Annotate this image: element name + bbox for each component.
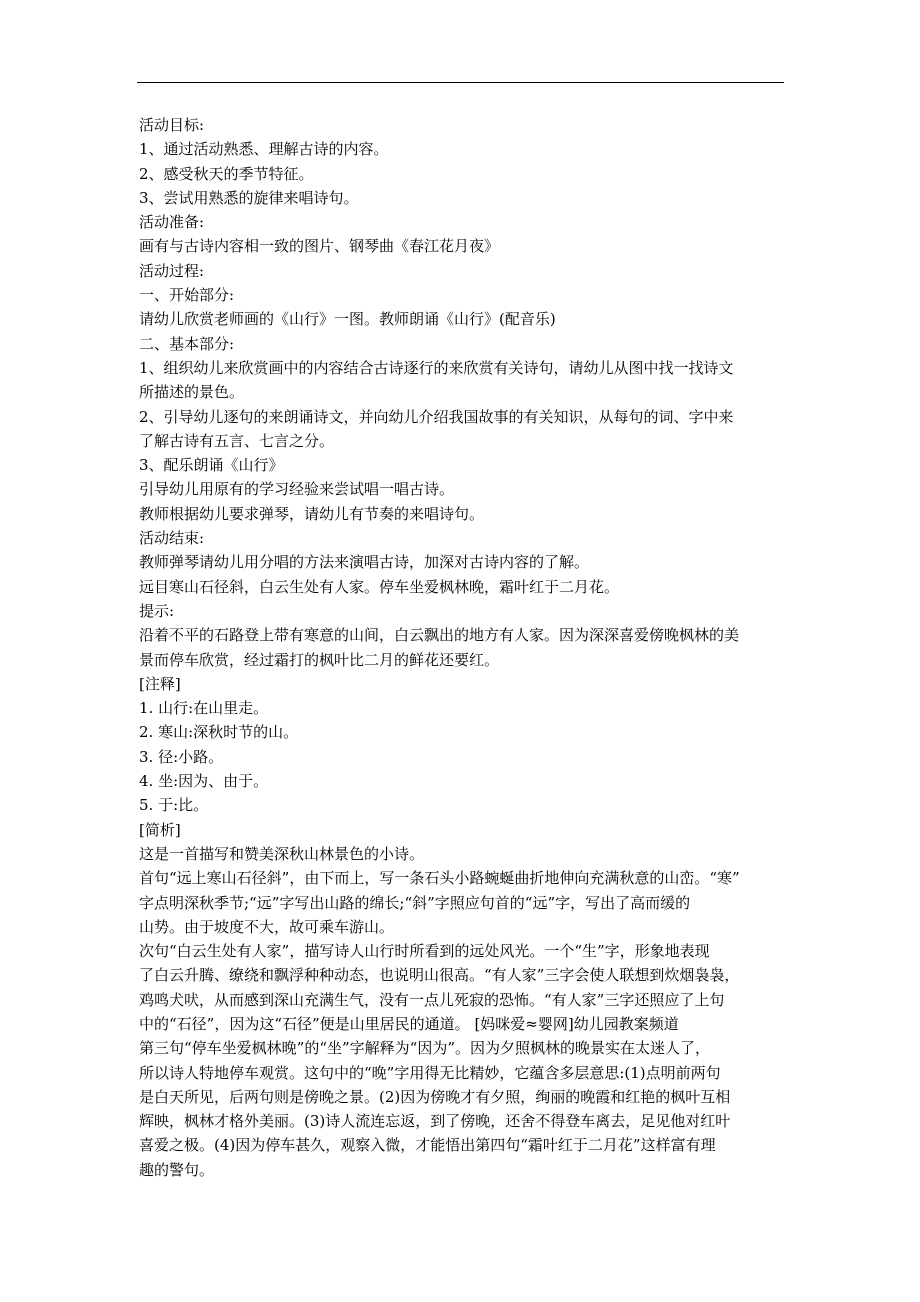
text-line: 第三句“停车坐爱枫林晚”的“坐”字解释为“因为”。因为夕照枫林的晚景实在太迷人了，: [139, 1039, 711, 1058]
text-line: 活动准备:: [139, 213, 205, 232]
text-line: 远目寒山石径斜，白云生处有人家。停车坐爱枫林晚，霜叶红于二月花。: [139, 577, 620, 596]
text-line: 1、组织幼儿来欣赏画中的内容结合古诗逐行的来欣赏有关诗句，请幼儿从图中找一找诗文: [139, 358, 734, 377]
text-line: 教师根据幼儿要求弹琴，请幼儿有节奏的来唱诗句。: [139, 504, 485, 523]
text-line: 这是一首描写和赞美深秋山林景色的小诗。: [139, 844, 425, 863]
text-line: 字点明深秋季节;“远”字写出山路的绵长;“斜”字照应句首的“远”字，写出了高而缓的: [139, 893, 691, 912]
text-line: 所以诗人特地停车观赏。这句中的“晚”字用得无比精妙，它蕴含多层意思:(1)点明前两句: [139, 1063, 721, 1082]
text-line: 2、引导幼儿逐句的来朗诵诗文，并向幼儿介绍我国故事的有关知识，从每句的词、字中来: [139, 407, 734, 426]
text-line: 3、配乐朗诵《山行》: [139, 456, 284, 475]
text-line: 活动目标:: [139, 116, 205, 134]
text-line: 2. 寒山:深秋时节的山。: [139, 723, 299, 742]
document-body: [139, 113, 789, 1206]
text-line: 活动结束:: [139, 529, 205, 548]
text-line: 请幼儿欣赏老师画的《山行》一图。教师朗诵《山行》(配音乐): [139, 310, 556, 329]
text-line: 4. 坐:因为、由于。: [139, 772, 269, 791]
text-line: 沿着不平的石路登上带有寒意的山间，白云飘出的地方有人家。因为深深喜爱傍晚枫林的美: [139, 626, 740, 645]
text-line: 教师弹琴请幼儿用分唱的方法来演唱古诗，加深对古诗内容的了解。: [139, 553, 590, 572]
text-line: 3. 径:小路。: [139, 747, 224, 766]
text-line: 画有与古诗内容相一致的图片、钢琴曲《春江花月夜》: [139, 237, 500, 256]
text-line: 提示:: [139, 601, 175, 620]
text-line: 引导幼儿用原有的学习经验来尝试唱一唱古诗。: [139, 480, 455, 499]
header-rule: [137, 82, 784, 83]
text-line: 2、感受秋天的季节特征。: [139, 164, 314, 183]
text-line: 5. 于:比。: [139, 796, 209, 815]
text-line: 趣的警句。: [139, 1160, 215, 1179]
text-line: 了白云升腾、缭绕和飘浮种种动态，也说明山很高。“有人家”三字会使人联想到炊烟袅袅，: [139, 966, 740, 985]
text-line: 鸡鸣犬吠，从而感到深山充满生气，没有一点儿死寂的恐怖。“有人家”三字还照应了上句: [139, 990, 725, 1009]
text-line: 了解古诗有五言、七言之分。: [139, 431, 335, 450]
text-line: 是白天所见，后两句则是傍晚之景。(2)因为傍晚才有夕照，绚丽的晚霞和红艳的枫叶互相: [139, 1087, 731, 1106]
text-line: 景而停车欣赏，经过霜打的枫叶比二月的鲜花还要红。: [139, 650, 500, 669]
text-line: 二、基本部分:: [139, 334, 235, 353]
text-line: 1、通过活动熟悉、理解古诗的内容。: [139, 140, 389, 159]
text-line: 一、开始部分:: [139, 286, 235, 305]
text-line: 所描述的景色。: [139, 383, 245, 402]
text-line: 首句“远上寒山石径斜”，由下而上，写一条石头小路蜿蜒曲折地伸向充满秋意的山峦。“寒”: [139, 869, 740, 888]
text-line: 喜爱之极。(4)因为停车甚久，观察入微，才能悟出第四句“霜叶红于二月花”这样富有理: [139, 1136, 716, 1155]
text-line: 山势。由于坡度不大，故可乘车游山。: [139, 917, 395, 936]
text-line: [139, 1182, 789, 1206]
text-line: [简析]: [139, 820, 181, 839]
text-line: 辉映，枫林才格外美丽。(3)诗人流连忘返，到了傍晚，还舍不得登车离去，足见他对红叶: [139, 1112, 731, 1131]
text-line: 3、尝试用熟悉的旋律来唱诗句。: [139, 188, 359, 207]
text-line: 中的“石径”，因为这“石径”便是山里居民的通道。 [妈咪爱≈婴网]幼儿园教案频道: [139, 1014, 679, 1033]
text-line: 次句“白云生处有人家”，描写诗人山行时所看到的远处风光。一个“生”字，形象地表现: [139, 942, 710, 961]
text-line: [注释]: [139, 674, 181, 693]
text-line: 活动过程:: [139, 261, 205, 280]
text-line: 1. 山行:在山里走。: [139, 699, 269, 718]
